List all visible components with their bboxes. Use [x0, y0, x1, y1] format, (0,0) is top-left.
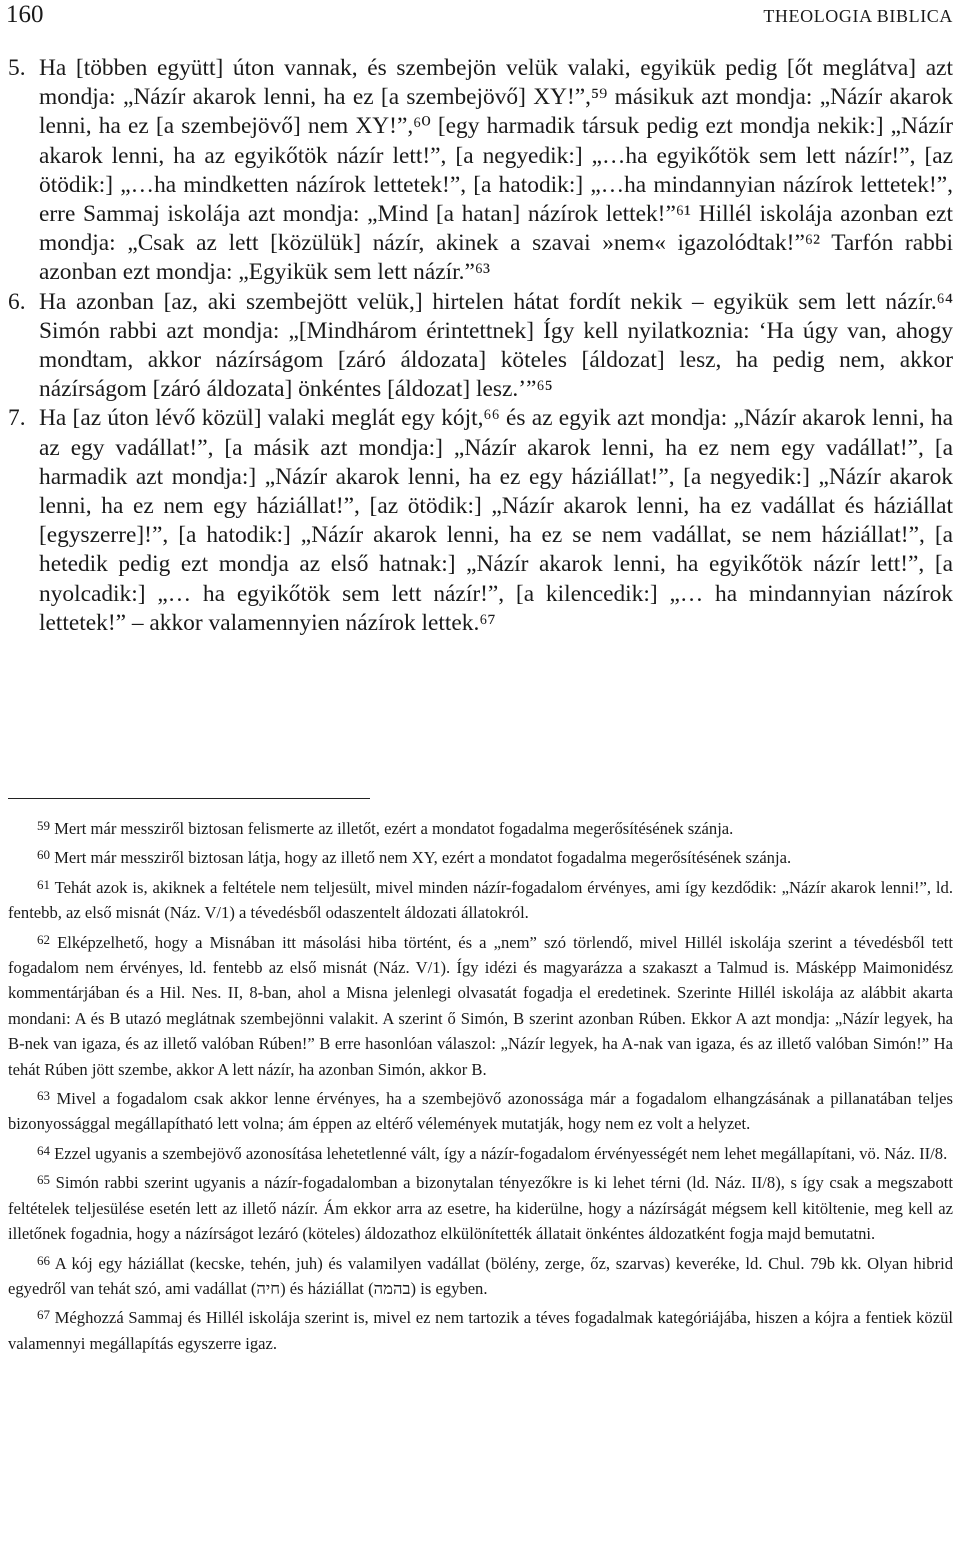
footnote-text: A kój egy háziállat (kecske, tehén, juh) és valamilyen vadállat (bölény, zerge, őz, szarvas) keveréke, ld. Chul. 79b kk. Olyan hibrid egyedről van tehát szó, ami vadállat (חיה) és háziállat (בהמה) is egyben.	[8, 1253, 954, 1298]
footnote-59	[8, 813, 953, 841]
footnote-text: Elképzelhető, hogy a Misnában itt másolási hiba történt, és a „nem” szó törlendő, mivel Hillél iskolája szerint a tévedésből tett fogadalom nem érvényes, ld. fentebb az első misnát (Náz. V/1). Így idézi és magyarázza a szakaszt a Talmud is. Másképp Maimonidész kommentárjában és a Hil. Nes. II, 8-ban, ahol a Misna jelenlegi olvasatát fogadja el eredetinek. Szerinte Hillél iskolája az alábbit akarta mondani: A és B utazó meglátnak szembejönni valakit. A szerint ő Simón, B szerint azonban Rúben. Ekkor A azt mondja: „Názír legyek, ha B-nek van igaza, és az illető valóban Rúben!” B erre hasonlóan válaszol: „Názír legyek, ha A-nak van igaza, és az illető valóban Simón!” Ha tehát Rúben jött szembe, akkor A lett názír, ha azonban Simón, akkor B.	[8, 932, 954, 1079]
paragraph-text: Ha [többen együtt] úton vannak, és szembejön velük valaki, egyikük pedig [őt meglátva] azt mondja: „Názír akarok lenni, ha ez [a szembejövő] XY!”,⁵⁹ másikuk azt mondja: „Názír akarok lenni, ha ez [a szembejövő] nem XY!”,⁶⁰ [egy harmadik társuk pedig ezt mondja nekik:] „Názír akarok lenni, ha az egyikőtök názír lett!”, [a negyedik:] „…ha egyikőtök sem lett názír!”, [az ötödik:] „…ha mindketten názírok lettetek!”, [a hatodik:] „…ha mindannyian názírok lettetek!”, erre Sammaj iskolája azt mondja: „Mind [a hatan] názírok lettek!”⁶¹ Hillél iskolája azonban ezt mondja: „Csak az lett [közülük] názír, akinek a szavai »nem« igazolódtak!”⁶² Tarfón rabbi azonban ezt mondja: „Egyikük sem lett názír.”⁶³	[39, 55, 953, 286]
footnote-text: Tehát azok is, akiknek a feltétele nem teljesült, mivel minden názír-fogadalom érvényes, ami így kezdődik: „Názír akarok lenni!”, ld. fentebb, az első misnát (Náz. V/1) a tévedésből odaszentelt áldozati állatokról.	[8, 877, 953, 923]
mishna-paragraph-6	[8, 288, 953, 405]
footnote-text: Ezzel ugyanis a szembejövő azonosítása lehetetlenné vált, így a názír-fogadalom érvényességét nem lehet megállapítani, vö. Náz. II/8.	[54, 1143, 948, 1163]
footnote-number: 67	[37, 1307, 50, 1323]
footnote-text: Mert már messziről biztosan felismerte az illetőt, ezért a mondatot fogadalma megerősítésének szánja.	[54, 819, 734, 838]
running-head: THEOLOGIA BIBLICA	[763, 6, 953, 26]
footnote-66	[8, 1248, 953, 1302]
footnote-61	[8, 872, 953, 926]
mishna-paragraph-5	[8, 54, 953, 288]
footnote-67	[8, 1302, 953, 1356]
footnote-number: 60	[37, 847, 50, 863]
footnote-number: 62	[37, 931, 50, 947]
footnote-63	[8, 1083, 953, 1137]
mishna-paragraph-7	[8, 404, 953, 638]
footnote-text: Mivel a fogadalom csak akkor lenne érvényes, ha a szembejövő azonossága már a fogadalom elhangzásának a pillanatában teljes bizonyossággal megállapítható lett volna; ám éppen az eltérő vélemények mutatják, hogy nem ez volt a helyzet.	[8, 1089, 953, 1134]
footnote-64	[8, 1138, 953, 1166]
footnote-number: 65	[37, 1172, 50, 1188]
page-number: 160	[6, 1, 44, 28]
paragraph-number: 5.	[8, 55, 26, 81]
footnote-number: 66	[37, 1252, 50, 1268]
footnote-60	[8, 842, 953, 870]
footnote-number: 61	[37, 876, 50, 892]
footnote-65	[8, 1167, 953, 1246]
footnote-text: Mert már messziről biztosan látja, hogy az illető nem XY, ezért a mondatot fogadalma megerősítésének szánja.	[54, 848, 792, 868]
footnote-number: 59	[37, 818, 50, 833]
footnote-rule	[8, 798, 370, 799]
footnote-62	[8, 927, 953, 1082]
footnote-text: Simón rabbi szerint ugyanis a názír-fogadalomban a bizonytalan tényezőkre is ki lehet térni (ld. Náz. II/8), s így csak a megszabott feltételek teljesülése esetén lett az illető názír. Ám ekkor arra az esetre, ha kiderülne, hogy a názírságát mégsem kell kitöltenie, meg kell az illetőnek fogadnia, hogy a názírságot lezáró (köteles) áldozathoz elkülönítették állatait önkéntes áldozatként fogja majd bemutatni.	[8, 1173, 953, 1244]
footnote-number: 64	[37, 1142, 50, 1158]
footnote-number: 63	[37, 1088, 50, 1104]
paragraph-text: Ha azonban [az, aki szembejött velük,] hirtelen hátat fordít nekik – egyikük sem lett názír.⁶⁴ Simón rabbi azt mondja: „[Mindhárom érintettnek] Így kell nyilatkoznia: ‘Ha úgy van, ahogy mondtam, akkor názírságom [záró áldozata] köteles [áldozat] lesz, ha pedig nem, akkor názírságom [záró áldozata] önkéntes [áldozat] lesz.’”⁶⁵	[39, 288, 953, 403]
main-text	[8, 54, 953, 638]
paragraph-text: Ha [az úton lévő közül] valaki meglát egy kójt,⁶⁶ és az egyik azt mondja: „Názír akarok lenni, ha az egy vadállat!”, [a másik azt mondja:] „Názír akarok lenni, ha ez nem egy vadállat!”, [a harmadik azt mondja:] „Názír akarok lenni, ha ez egy háziállat!”, [a negyedik:] „Názír akarok lenni, ha ez nem egy háziállat!”, [az ötödik:] „Názír akarok lenni, ha ez vadállat és háziállat [egyszerre]!”, [a hatodik:] „Názír akarok lenni, ha ez se nem vadállat, se nem háziállat!”, [a hetedik pedig ezt mondja az első hatnak:] „Názír akarok lenni, ha egyikőtök názír lett!”, [a nyolcadik:] „… ha egyikőtök sem lett názír!”, [a kilencedik:] „… ha mindannyian názírok lettetek!” – akkor valamennyien názírok lettek.⁶⁷	[39, 405, 953, 636]
paragraph-number: 6.	[8, 288, 26, 315]
paragraph-number: 7.	[8, 405, 26, 432]
footnotes	[8, 813, 953, 1357]
footnote-text: Méghozzá Sammaj és Hillél iskolája szerint is, mivel ez nem tartozik a téves fogadalmak kategóriájába, hiszen a kójra a fentiek közül valamennyi megállapítás egyszerre igaz.	[8, 1308, 953, 1353]
